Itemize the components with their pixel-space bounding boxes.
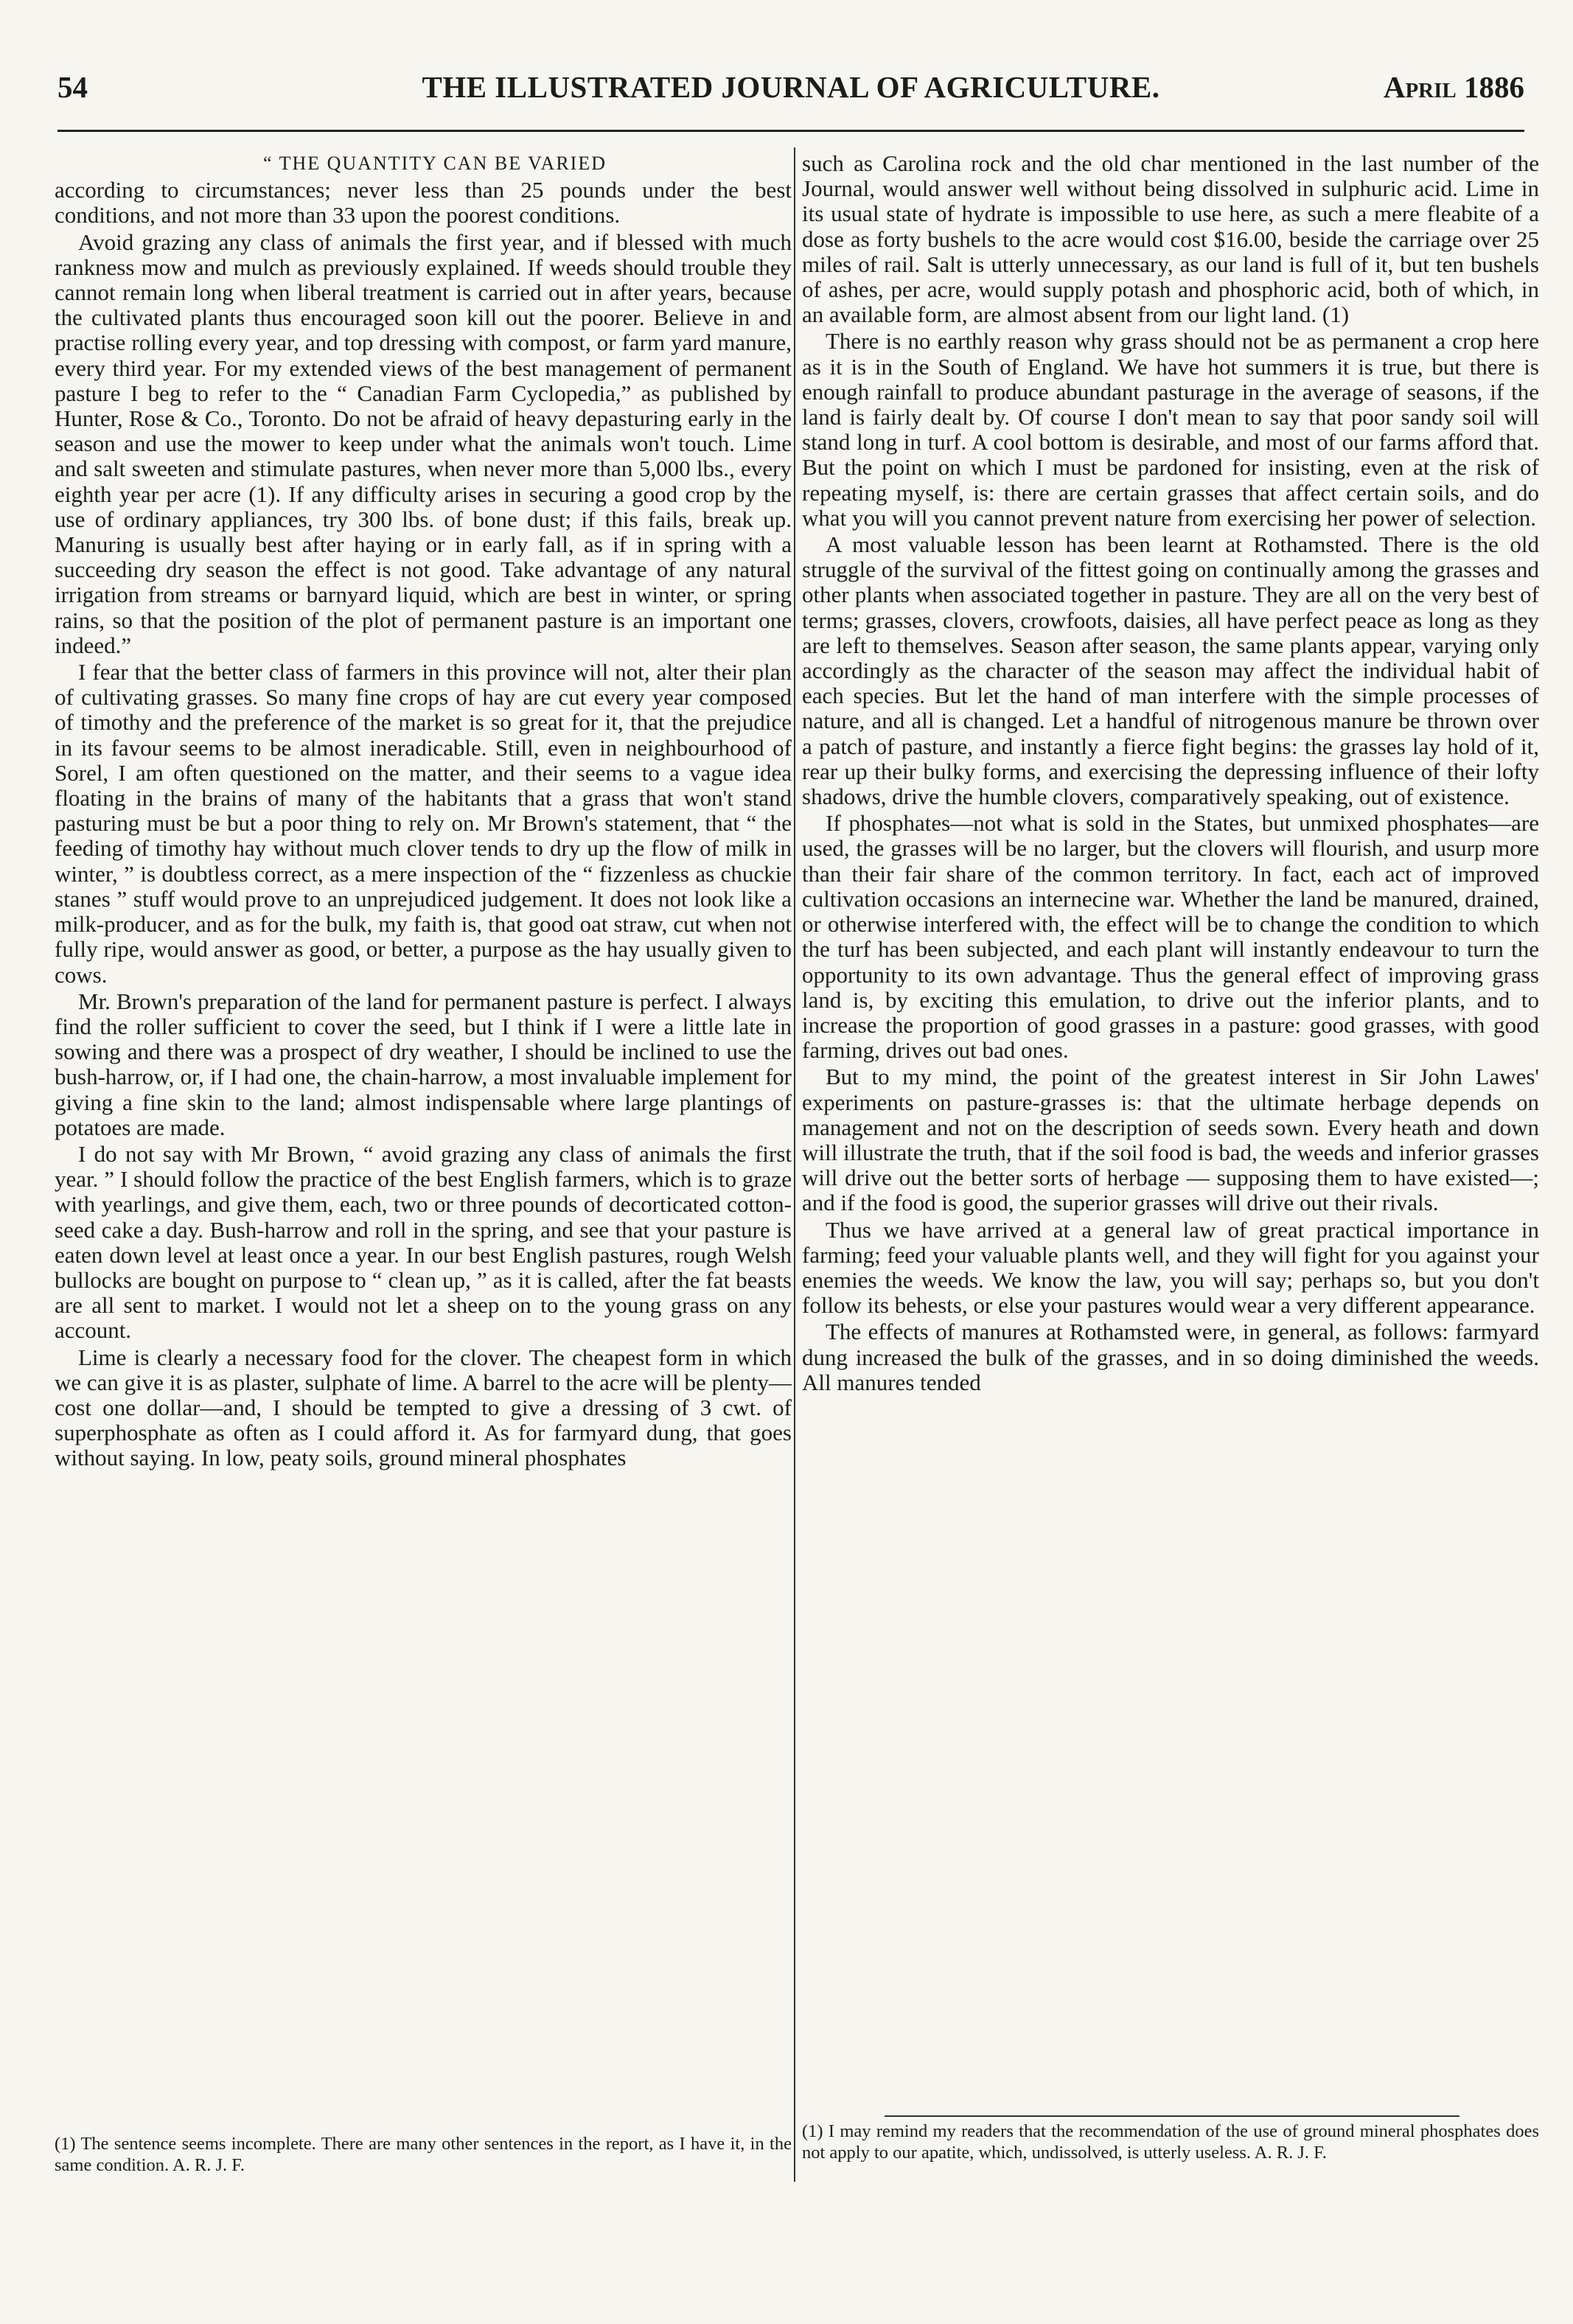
paragraph: A most valuable lesson has been learnt at Rothamsted. There is the old struggle of the survival of the fittest going on continually among the grasses and other plants when associated together in pasture. They are all on the very best of terms; grasses, clovers, crowfoots, daisies, all have perfect peace as long as they are left to themselves. Season after season, the same plants appear, varying only accordingly as the character of the season may affect the individual habit of each species. But let the hand of man interfere with the simple processes of nature, and all is changed. Let a handful of nitrogenous manure be thrown over a patch of pasture, and instantly a fierce fight begins: the grasses lay hold of it, rear up their bulky forms, and exercising the depressing influence of their lofty shadows, drive the humble clovers, comparatively speaking, out of existence. <box>802 531 1539 810</box>
left-column <box>55 151 792 1473</box>
paragraph: such as Carolina rock and the old char mentioned in the last number of the Journal, would answer well without being dissolved in sulphuric acid. Lime in its usual state of hydrate is impossible to use here, as such a mere fleabite of a dose as forty bushels to the acre would cost $16.00, beside the carriage over 25 miles of rail. Salt is utterly unnecessary, as our land is full of it, but ten bushels of ashes, per acre, would supply potash and phosphoric acid, both of which, in an available form, are almost absent from our light land. (1) <box>802 150 1539 328</box>
paragraph: The effects of manures at Rothamsted were, in general, as follows: farmyard dung increased the bulk of the grasses, and in so doing diminished the weeds. All manures tended <box>802 1319 1539 1395</box>
paragraph: I do not say with Mr Brown, “ avoid grazing any class of animals the first year. ” I should follow the practice of the best English farmers, which is to graze with yearlings, and give them, each, two or three pounds of decorticated cotton-seed cake a day. Bush-harrow and roll in the spring, and see that your pasture is eaten down level at least once a year. In our best English pastures, rough Welsh bullocks are bought on purpose to “ clean up, ” as it is called, after the fat beasts are all sent to market. I would not let a sheep on to the young grass on any account. <box>55 1140 792 1344</box>
journal-title: THE ILLUSTRATED JOURNAL OF AGRICULTURE. <box>422 70 1160 104</box>
footnote-left: (1) The sentence seems incomplete. There are many other sentences in the report, as I have it, in the same condition. A. R. J. F. <box>55 2134 792 2175</box>
page-number: 54 <box>57 70 88 104</box>
paragraph: If phosphates—not what is sold in the States, but unmixed phosphates—are used, the grasses will be no larger, but the clovers will flourish, and usurp more than their fair share of the common territory. In fact, each act of improved cultivation occasions an internecine war. Whether the land be manured, drained, or otherwise interfered with, the effect will be to change the condition to which the turf has been subjected, and each plant will instantly endeavour to turn the opportunity to its own advantage. Thus the general effect of improving grass land is, by exciting this emulation, to drive out the inferior plants, and to increase the proportion of good grasses in a pasture: good grasses, with good farming, drives out bad ones. <box>802 810 1539 1064</box>
paragraph: But to my mind, the point of the greatest interest in Sir John Lawes' experiments on pasture-grasses is: that the ultimate herbage depends on management and not on the description of seeds sown. Every heath and down will illustrate the truth, that if the soil food is bad, the weeds and inferior grasses will drive out the better sorts of herbage — supposing them to have existed—; and if the food is good, the superior grasses will drive out their rivals. <box>802 1064 1539 1216</box>
footnote-rule <box>885 2115 1459 2117</box>
right-column <box>802 151 1539 1397</box>
paragraph: Avoid grazing any class of animals the first year, and if blessed with much rankness mow and mulch as previously explained. If weeds should trouble they cannot remain long when liberal treatment is carried out in after years, because the cultivated plants thus encouraged soon kill out the poorer. Believe in and practise rolling every year, and top dressing with compost, or farm yard manure, every third year. For my extended views of the best management of permanent pasture I beg to refer to the “ Canadian Farm Cyclopedia,” as published by Hunter, Rose & Co., Toronto. Do not be afraid of heavy depasturing early in the season and use the mower to keep under what the animals won't touch. Lime and salt sweeten and stimulate pastures, when never more than 5,000 lbs., every eighth year per acre (1). If any difficulty arises in securing a good crop by the use of ordinary appliances, try 300 lbs. of bone dust; if this fails, break up. Manuring is usually best after haying or in early fall, as if in spring with a succeeding dry season the effect is not good. Take advantage of any natural irrigation from streams or barnyard liquid, which are best in winter, or spring rains, so that the position of the plot of permanent pasture is an important one indeed.” <box>55 228 792 658</box>
issue-date: April 1886 <box>1383 70 1524 104</box>
page-header <box>57 65 1524 109</box>
paragraph: I fear that the better class of farmers in this province will not, alter their plan of cultivating grasses. So many fine crops of hay are cut every year composed of timothy and the preference of the market is so great for it, that the prejudice in its favour seems to be almost ineradicable. Still, even in neighbourhood of Sorel, I am often questioned on the matter, and their seems to a vague idea floating in the brains of many of the habitants that a grass that won't stand pasturing must be but a poor thing to rely on. Mr Brown's statement, that “ the feeding of timothy hay without much clover tends to dry up the flow of milk in winter, ” is doubtless correct, as a mere inspection of the “ fizzenless as chuckie stanes ” stuff would prove to an unprejudiced judgement. It does not look like a milk-producer, and as for the bulk, my faith is, that good oat straw, cut when not fully ripe, would answer as good, or better, a purpose as the hay usually given to cows. <box>55 659 792 988</box>
header-rule <box>57 130 1524 132</box>
paragraph: according to circumstances; never less than 25 pounds under the best conditions, and not more than 33 upon the poorest conditions. <box>55 177 792 228</box>
paragraph: Thus we have arrived at a general law of great practical importance in farming; feed your valuable plants well, and they will fight for you against your enemies the weeds. We know the law, you will say; perhaps so, but you don't follow its behests, or else your pastures would wear a very different appearance. <box>802 1216 1539 1319</box>
paragraph: Mr. Brown's preparation of the land for permanent pasture is perfect. I always find the roller sufficient to cover the seed, but I think if I were a little late in sowing and there was a prospect of dry weather, I should be inclined to use the bush-harrow, or, if I had one, the chain-harrow, a most invaluable implement for giving a fine skin to the land; almost indispensable where large plantings of potatoes are made. <box>55 988 792 1140</box>
paragraph: There is no earthly reason why grass should not be as permanent a crop here as it is in the South of England. We have hot summers it is true, but there is enough rainfall to produce abundant pasturage in the average of seasons, if the land is fairly dealt by. Of course I don't mean to say that poor sandy soil will stand long in turf. A cool bottom is desirable, and most of our farms afford that. But the point on which I must be pardoned for insisting, even at the risk of repeating myself, is: there are certain grasses that affect certain soils, and do what you will you cannot prevent nature from exercising her power of selection. <box>802 328 1539 531</box>
column-divider <box>794 147 795 2182</box>
section-subheading: “ THE QUANTITY CAN BE VARIED <box>263 153 607 174</box>
paragraph: Lime is clearly a necessary food for the clover. The cheapest form in which we can give it is as plaster, sulphate of lime. A barrel to the acre will be plenty—cost one dollar—and, I should be tempted to give a dressing of 3 cwt. of superphosphate as often as I could afford it. As for farmyard dung, that goes without saying. In low, peaty soils, ground mineral phosphates <box>55 1344 792 1471</box>
footnote-right: (1) I may remind my readers that the recommendation of the use of ground mineral phosphates does not apply to our apatite, which, undissolved, is utterly useless. A. R. J. F. <box>802 2121 1539 2163</box>
